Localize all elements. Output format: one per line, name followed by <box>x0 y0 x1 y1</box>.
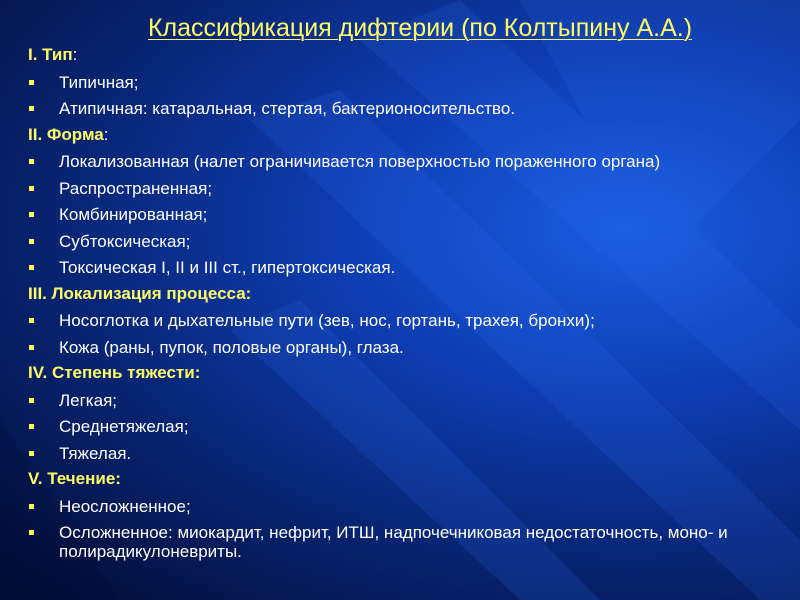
section-heading <box>28 466 788 493</box>
list-item <box>28 519 788 567</box>
bullet-icon <box>29 239 34 244</box>
section-heading <box>28 281 788 308</box>
section-heading-text: I. Тип <box>28 45 73 64</box>
list-item-text: Токсическая I, II и III ст., гипертоксическая. <box>59 258 396 277</box>
section-heading-text: III. Локализация процесса: <box>28 283 252 303</box>
bullet-icon <box>29 80 34 85</box>
list-item-text: Тяжелая. <box>59 443 132 463</box>
list-item <box>28 69 788 96</box>
bullet-icon <box>29 265 34 270</box>
list-item-text: Среднетяжелая; <box>59 417 189 436</box>
list-item <box>28 175 788 202</box>
list-item <box>28 440 788 467</box>
section-heading <box>28 122 788 149</box>
bullet-icon <box>29 345 34 350</box>
list-item-text: Распространенная; <box>59 178 213 198</box>
section-heading-text: IV. Степень тяжести: <box>28 363 201 382</box>
bullet-icon <box>29 159 34 164</box>
list-item <box>28 95 788 122</box>
list-item <box>28 201 788 228</box>
list-item <box>28 254 788 281</box>
bullet-icon <box>29 504 34 509</box>
list-item <box>28 334 788 361</box>
bullet-icon <box>29 106 34 111</box>
content <box>28 42 788 567</box>
section-heading <box>28 42 788 69</box>
list-item-text: Атипичная: катаральная, стертая, бактерионосительство. <box>59 99 516 118</box>
list-item-text: Субтоксическая; <box>59 231 191 251</box>
list-item-text: Типичная; <box>59 72 139 92</box>
slide-title: Классификация дифтерии (по Колтыпину А.А.) <box>147 14 693 42</box>
section-heading-text: II. Форма <box>28 124 104 144</box>
list-item <box>28 493 788 520</box>
bullet-icon <box>29 318 34 323</box>
bullet-icon <box>29 212 34 217</box>
heading-colon: : <box>72 45 78 64</box>
heading-colon: : <box>103 124 109 144</box>
list-item-text: Легкая; <box>59 390 118 410</box>
list-item-text: Комбинированная; <box>59 205 208 224</box>
list-item-text: Кожа (раны, пупок, половые органы), глаза. <box>59 337 404 357</box>
section-heading <box>28 360 788 387</box>
list-item <box>28 148 788 175</box>
list-item <box>28 307 788 334</box>
list-item <box>28 387 788 414</box>
list-item-text: Неосложненное; <box>59 496 191 516</box>
bullet-icon <box>29 398 34 403</box>
list-item <box>28 228 788 255</box>
section-heading-text: V. Течение: <box>28 469 121 488</box>
bullet-icon <box>29 451 34 456</box>
bullet-icon <box>29 530 34 535</box>
bullet-icon <box>29 424 34 429</box>
list-item-text: Осложненное: миокардит, нефрит, ИТШ, надпочечниковая недостаточность, моно- и полирадикулоневриты. <box>59 523 728 561</box>
list-item <box>28 413 788 440</box>
bullet-icon <box>29 186 34 191</box>
list-item-text: Носоглотка и дыхательные пути (зев, нос, гортань, трахея, бронхи); <box>59 311 595 330</box>
list-item-text: Локализованная (налет ограничивается поверхностью пораженного органа) <box>59 152 661 171</box>
